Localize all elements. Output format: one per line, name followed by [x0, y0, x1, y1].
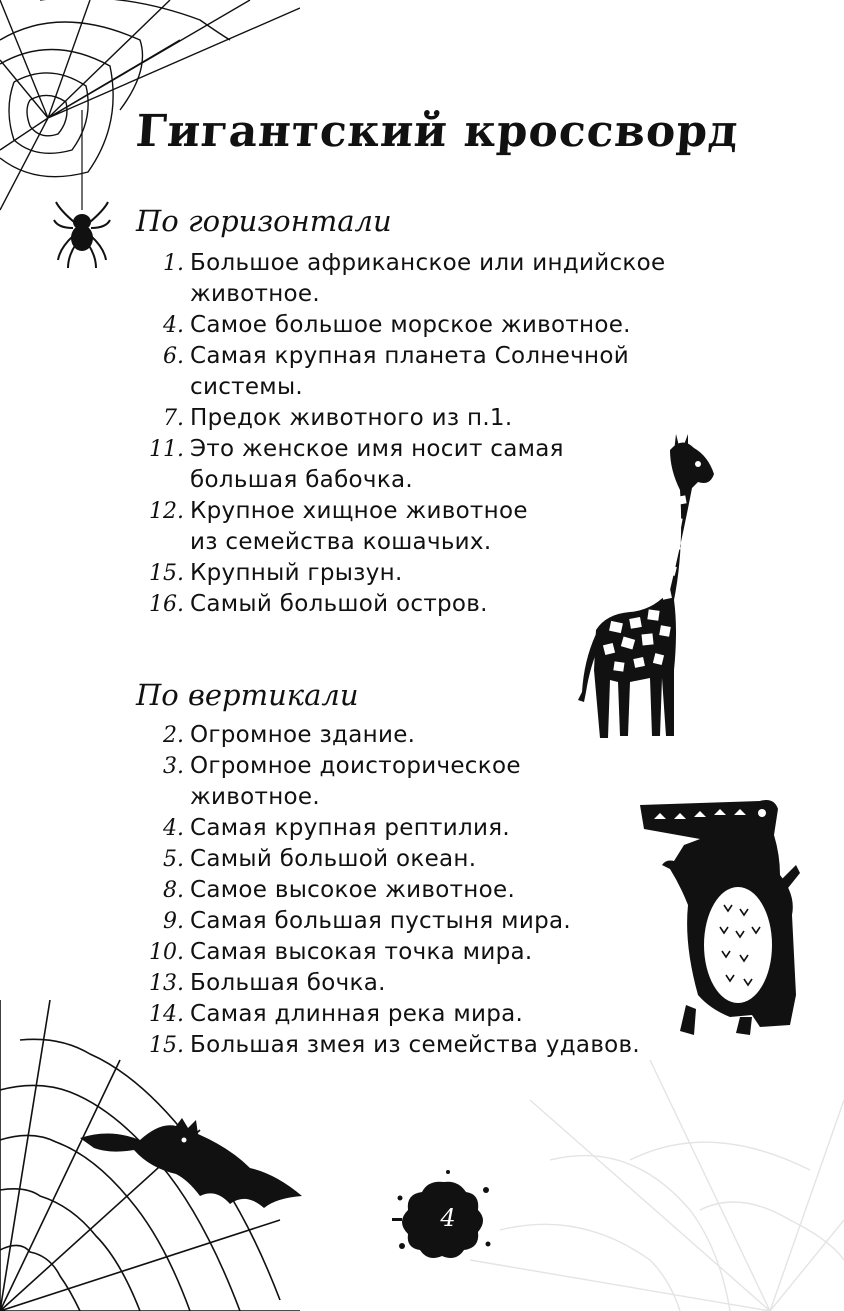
clue-text: Огромное здание. — [190, 722, 416, 748]
clue-number: 11. — [149, 437, 184, 462]
clue-number: 7. — [163, 406, 184, 431]
page-number: 4 — [440, 1204, 456, 1232]
clue-number: 3. — [163, 754, 184, 779]
clue-text: Самый большой океан. — [190, 846, 477, 872]
clue-text: Самая длинная река мира. — [190, 1001, 524, 1027]
clue-number: 14. — [149, 1002, 184, 1027]
clue-number: 6. — [163, 344, 184, 369]
clue-number: 16. — [149, 592, 184, 617]
crocodile-icon — [640, 795, 800, 1040]
clue-item — [120, 248, 665, 310]
clue-text: Самая крупная планета Солнечной системы. — [190, 343, 629, 400]
clue-text: Самое высокое животное. — [190, 877, 516, 903]
clue-number: 2. — [163, 723, 184, 748]
clue-item — [120, 720, 640, 751]
clue-text: Большая бочка. — [190, 970, 386, 996]
clue-item — [120, 875, 640, 906]
spider-web-faint-icon — [470, 1060, 844, 1311]
clue-number: 4. — [163, 816, 184, 841]
clue-text: Самая большая пустыня мира. — [190, 908, 571, 934]
clue-number: 13. — [149, 971, 184, 996]
clue-number: 4. — [163, 313, 184, 338]
across-heading: По горизонтали — [136, 204, 392, 238]
clue-item — [120, 751, 640, 813]
clue-number: 15. — [149, 561, 184, 586]
clue-number: 5. — [163, 847, 184, 872]
clue-number: 8. — [163, 878, 184, 903]
page-title: Гигантский кроссворд — [134, 106, 741, 157]
clue-text: Самая высокая точка мира. — [190, 939, 533, 965]
bat-icon — [80, 1118, 305, 1218]
clue-item — [120, 813, 640, 844]
clue-text: Большая змея из семейства удавов. — [190, 1032, 641, 1058]
clue-number: 9. — [163, 909, 184, 934]
spider-icon — [52, 110, 112, 270]
clue-text: Огромное доисторическое животное. — [190, 753, 521, 810]
clue-text: Предок животного из п.1. — [190, 405, 513, 431]
clue-text: Большое африканское или индийское животное. — [190, 250, 666, 307]
giraffe-icon — [570, 430, 720, 750]
clue-item — [120, 906, 640, 937]
clue-item — [120, 844, 640, 875]
clue-text: Крупный грызун. — [190, 560, 403, 586]
clue-number: 12. — [149, 499, 184, 524]
clue-number: 1. — [163, 251, 184, 276]
clue-text: Это женское имя носит самая большая бабочка. — [190, 436, 564, 493]
clue-item — [120, 310, 665, 341]
clue-text: Самое большое морское животное. — [190, 312, 631, 338]
clue-item — [120, 341, 665, 403]
clue-text: Самый большой остров. — [190, 591, 488, 617]
clue-item — [120, 968, 640, 999]
clue-number: 10. — [149, 940, 184, 965]
clue-number: 15. — [149, 1033, 184, 1058]
clue-item — [120, 937, 640, 968]
clue-text: Самая крупная рептилия. — [190, 815, 510, 841]
clue-text: Крупное хищное животное из семейства кошачьих. — [190, 498, 528, 555]
down-heading: По вертикали — [136, 678, 359, 712]
